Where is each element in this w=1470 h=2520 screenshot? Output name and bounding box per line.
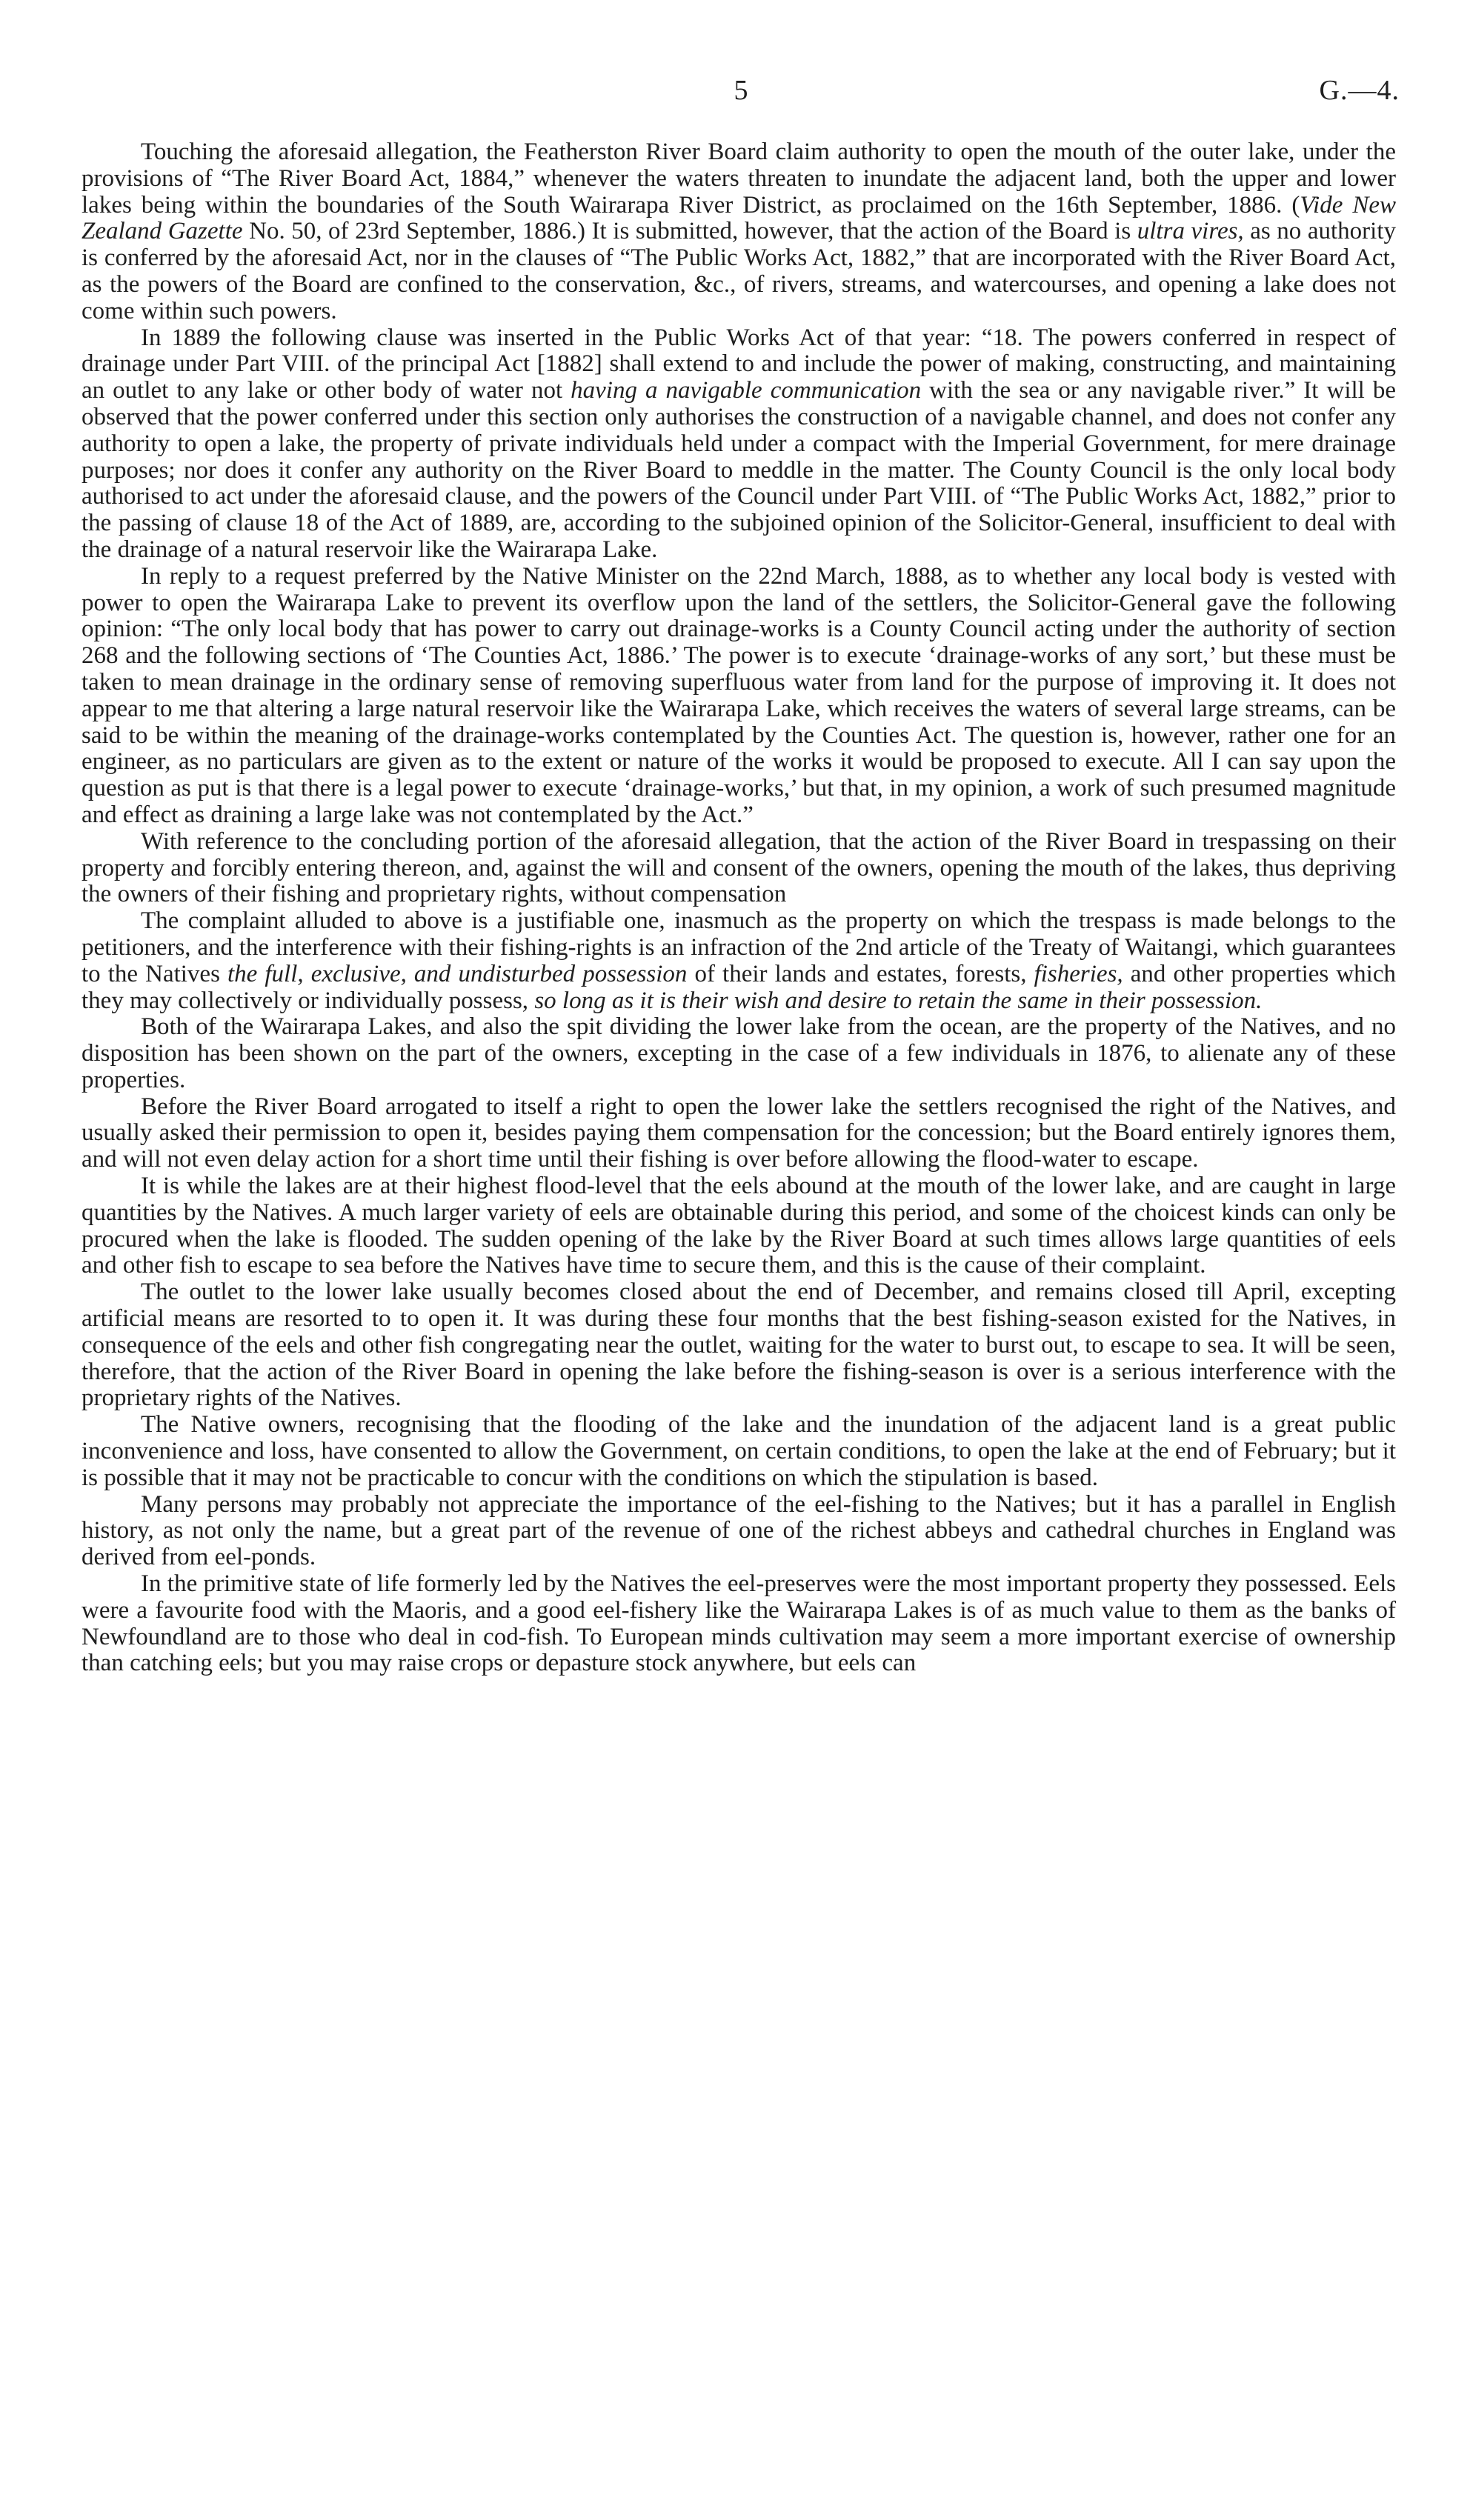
italic-text: having a navigable communication [571, 377, 922, 404]
paragraph [82, 829, 1396, 908]
text-segment: and other properties which they may collectively or individually possess, [82, 960, 1396, 1014]
text-segment: In reply to a request preferred by the Native Minister on the 22nd March, 1888, as to whether any local body is vested with power to open the Wairarapa Lake to prevent its overflow upon the land of the settlers, the Solicitor-General gave the following opinion: “The only local body that has power to carry out drainage-works is a County Council acting under the authority of section 268 and the following sections of ‘The Counties Act, 1886.’ The power is to execute ‘drainage-works of any sort,’ but these must be taken to mean drainage in the ordinary sense of removing superfluous water from land for the purpose of improving it. It does not appear to me that altering a large natural reservoir like the Wairarapa Lake, which receives the waters of several large streams, can be said to be within the meaning of the drainage-works contemplated by the Counties Act. The question is, however, rather one for an engineer, as no particulars are given as to the extent or nature of the works it would be proposed to execute. All I can say upon the question as put is that there is a legal power to execute ‘drainage-works,’ but that, in my opinion, a work of such presumed magnitude and effect as draining a large lake was not contemplated by the Act.” [82, 562, 1396, 828]
paragraph [82, 564, 1396, 829]
text-segment: as no authority is conferred by the aforesaid Act, nor in the clauses of “The Public Works Act, 1882,” that are incorporated with the River Board Act, as the powers of the Board are confined to the conservation, &c., of rivers, streams, and watercourses, and opening a lake does not come within such powers. [82, 218, 1396, 324]
text-segment: The outlet to the lower lake usually becomes closed about the end of December, and remains closed till April, excepting artificial means are resorted to to open it. It was during these four months that the best fishing-season existed for the Natives, in consequence of the eels and other fish congregating near the outlet, waiting for the water to burst out, to escape to sea. It will be seen, therefore, that the action of the River Board in opening the lake before the fishing-season is over is a serious interference with the proprietary rights of the Natives. [82, 1279, 1396, 1412]
italic-text: fisheries, [1034, 960, 1123, 987]
text-segment: The complaint alluded to above is a justifiable one, inasmuch as the property on which the trespass is made belongs to the petitioners, and the interference with their fishing-rights is an infraction of the 2nd article of the Treaty of Waitangi, which guarantees to the Natives [82, 907, 1396, 987]
paragraph [82, 1571, 1396, 1677]
text-segment: Before the River Board arrogated to itself a right to open the lower lake the settlers recognised the right of the Natives, and usually asked their permission to open it, besides paying them compensation for the concession; but the Board entirely ignores them, and will not even delay action for a short time until their fishing is over before allowing the flood-water to escape. [82, 1093, 1396, 1173]
body-text [82, 139, 1396, 1677]
paragraph [82, 1279, 1396, 1412]
document-reference: G.—4. [1319, 75, 1400, 106]
italic-text: ultra vires, [1137, 218, 1244, 245]
italic-text: Vide New Zealand Gazette [82, 191, 1396, 245]
text-segment: In the primitive state of life formerly led by the Natives the eel-preserves were the most important property they possessed. Eels were a favourite food with the Maoris, and a good eel-fishery like the Wairarapa Lakes is of as much value to them as the banks of Newfoundland are to those who deal in cod-fish. To European minds cultivation may seem a more important exercise of ownership than catching eels; but you may raise crops or depasture stock anywhere, but eels can [82, 1570, 1396, 1677]
paragraph [82, 1014, 1396, 1093]
text-segment: With reference to the concluding portion of the aforesaid allegation, that the action of the River Board in trespassing on their property and forcibly entering thereon, and, against the will and consent of the owners, opening the mouth of the lakes, thus depriving the owners of their fishing and proprietary rights, without compensation [82, 827, 1396, 908]
text-segment: with the sea or any navigable river.” It will be observed that the power conferred under this section only authorises the construction of a navigable channel, and does not confer any authority to open a lake, the property of private individuals held under a compact with the Imperial Government, for mere drainage purposes; nor does it confer any authority on the River Board to meddle in the matter. The County Council is the only local body authorised to act under the aforesaid clause, and the powers of the Council under Part VIII. of “The Public Works Act, 1882,” prior to the passing of clause 18 of the Act of 1889, are, according to the subjoined opinion of the Solicitor-General, insufficient to deal with the drainage of a natural reservoir like the Wairarapa Lake. [82, 377, 1397, 563]
text-segment: It is while the lakes are at their highest flood-level that the eels abound at the mouth of the lower lake, and are caught in large quantities by the Natives. A much larger variety of eels are obtainable during this period, and some of the choicest kinds can only be procured when the lake is flooded. The sudden opening of the lake by the River Board at such times allows large quantities of eels and other fish to escape to sea before the Natives have time to secure them, and this is the cause of their complaint. [82, 1173, 1396, 1279]
paragraph [82, 908, 1396, 1014]
italic-text: so long as it is their wish and desire to retain the same in their possession. [534, 987, 1263, 1014]
page-number: 5 [734, 75, 748, 106]
paragraph [82, 1173, 1396, 1279]
paragraph [82, 1094, 1396, 1173]
page-header [0, 74, 1470, 119]
text-segment: In 1889 the following clause was inserted in the Public Works Act of that year: “18. The powers conferred in respect of drainage under Part VIII. of the principal Act [1882] shall extend to and include the power of making, constructing, and maintaining an outlet to any lake or other body of water not [82, 324, 1396, 404]
paragraph [82, 1492, 1396, 1571]
text-segment: of their lands and estates, forests, [687, 960, 1034, 987]
text-segment: Many persons may probably not appreciate the importance of the eel-fishing to the Natives; but it has a parallel in English history, as not only the name, but a great part of the revenue of one of the richest abbeys and cathedral churches in England was derived from eel-ponds. [82, 1490, 1396, 1571]
text-segment: Touching the aforesaid allegation, the Featherston River Board claim authority to open the mouth of the outer lake, under the provisions of “The River Board Act, 1884,” whenever the waters threaten to inundate the adjacent land, both the upper and lower lakes being within the boundaries of the South Wairarapa River District, as proclaimed on the 16th September, 1886. ( [82, 139, 1396, 219]
text-segment: The Native owners, recognising that the flooding of the lake and the inundation of the adjacent land is a great public inconvenience and loss, have consented to allow the Government, on certain conditions, to open the lake at the end of February; but it is possible that it may not be practicable to concur with the conditions on which the stipulation is based. [82, 1411, 1396, 1491]
italic-text: the full, exclusive, and undisturbed possession [227, 960, 688, 987]
paragraph [82, 325, 1396, 564]
paragraph [82, 139, 1396, 325]
text-segment: Both of the Wairarapa Lakes, and also the spit dividing the lower lake from the ocean, are the property of the Natives, and no disposition has been shown on the part of the owners, excepting in the case of a few individuals in 1876, to alienate any of these properties. [82, 1013, 1396, 1093]
paragraph [82, 1412, 1396, 1491]
text-segment: No. 50, of 23rd September, 1886.) It is submitted, however, that the action of the Board is [242, 218, 1137, 245]
